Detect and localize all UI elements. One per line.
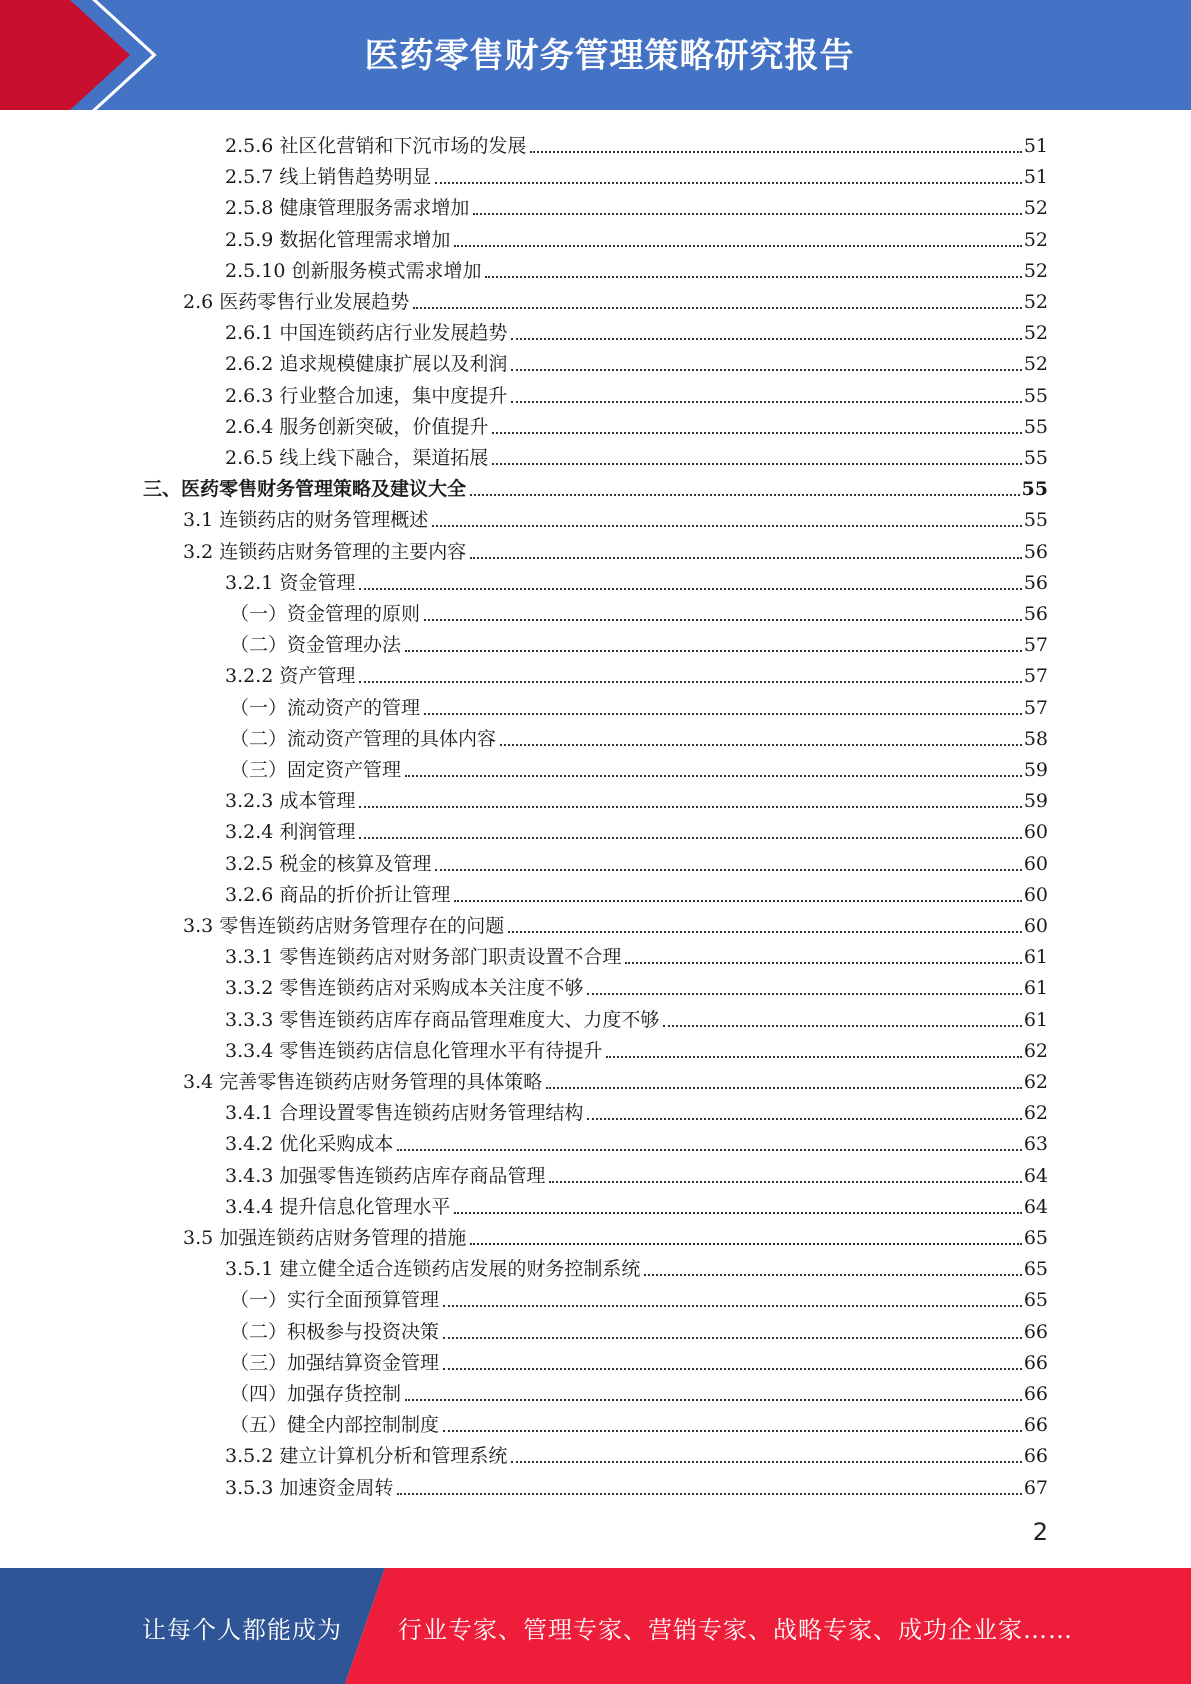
toc-dot-leader	[606, 1056, 1021, 1058]
toc-entry-page: 64	[1023, 1195, 1048, 1218]
toc-entry-page: 65	[1023, 1289, 1048, 1312]
toc-dot-leader	[397, 1149, 1021, 1151]
toc-entry-title: 3.2.2 资产管理	[225, 665, 356, 688]
toc-entry[interactable]	[225, 221, 1048, 252]
toc-entry[interactable]	[183, 501, 1048, 532]
toc-entry-page: 52	[1023, 291, 1048, 313]
toc-entry-page: 56	[1023, 603, 1048, 625]
toc-entry-title: （四）加强存货控制	[230, 1383, 402, 1405]
toc-entry[interactable]	[225, 252, 1048, 283]
toc-entry[interactable]	[230, 751, 1048, 782]
toc-entry-page: 55	[1023, 384, 1048, 407]
page-header	[0, 0, 1191, 110]
toc-entry-page: 57	[1023, 696, 1048, 719]
page-number: 2	[1032, 1518, 1048, 1546]
toc-entry-title: 3.1 连锁药店的财务管理概述	[183, 509, 429, 532]
toc-entry[interactable]	[183, 1063, 1048, 1094]
toc-entry-title: 3.4.2 优化采购成本	[225, 1133, 394, 1156]
toc-entry-title: 2.5.8 健康管理服务需求增加	[225, 197, 470, 220]
toc-entry-title: （二）资金管理办法	[230, 634, 402, 657]
toc-entry[interactable]	[230, 1344, 1048, 1375]
toc-entry-title: 3.3.1 零售连锁药店对财务部门职责设置不合理	[225, 946, 622, 969]
toc-dot-leader	[443, 1368, 1022, 1370]
toc-dot-leader	[359, 806, 1021, 808]
toc-entry-title: 2.6 医药零售行业发展趋势	[183, 291, 410, 313]
toc-entry[interactable]	[225, 845, 1048, 876]
toc-entry-title: 2.5.7 线上销售趋势明显	[225, 166, 432, 189]
toc-dot-leader	[470, 494, 1020, 496]
toc-entry[interactable]	[230, 1281, 1048, 1312]
toc-entry[interactable]	[183, 1219, 1048, 1250]
toc-entry-title: 2.6.1 中国连锁药店行业发展趋势	[225, 322, 508, 345]
toc-entry-title: 2.6.2 追求规模健康扩展以及利润	[225, 353, 508, 376]
toc-entry-page: 61	[1023, 1008, 1048, 1031]
toc-dot-leader	[424, 713, 1022, 715]
toc-entry-title: 3.3 零售连锁药店财务管理存在的问题	[183, 915, 505, 937]
toc-entry[interactable]	[183, 283, 1048, 314]
toc-entry-page: 60	[1023, 852, 1048, 875]
toc-dot-leader	[492, 463, 1021, 465]
toc-dot-leader	[473, 213, 1021, 215]
toc-dot-leader	[432, 525, 1022, 527]
toc-entry-page: 60	[1023, 915, 1048, 937]
toc-entry[interactable]	[230, 689, 1048, 720]
toc-entry-title: （一）实行全面预算管理	[230, 1289, 440, 1312]
toc-entry[interactable]	[225, 377, 1048, 408]
toc-entry-page: 52	[1023, 259, 1048, 282]
toc-entry[interactable]	[225, 439, 1048, 470]
toc-entry-page: 65	[1023, 1227, 1048, 1249]
toc-entry[interactable]	[225, 1001, 1048, 1032]
toc-entry[interactable]	[230, 626, 1048, 657]
toc-entry-title: （三）固定资产管理	[230, 759, 402, 781]
toc-entry-title: 2.5.10 创新服务模式需求增加	[225, 259, 482, 282]
toc-entry-title: 2.6.5 线上线下融合，渠道拓展	[225, 447, 489, 469]
toc-entry-page: 52	[1023, 353, 1048, 376]
toc-entry-title: （五）健全内部控制制度	[230, 1414, 440, 1437]
toc-entry[interactable]	[225, 408, 1048, 439]
toc-entry-page: 62	[1023, 1102, 1048, 1125]
toc-dot-leader	[443, 1430, 1022, 1432]
toc-entry-page: 67	[1023, 1476, 1048, 1499]
toc-entry-page: 62	[1023, 1071, 1048, 1093]
toc-entry[interactable]	[225, 1437, 1048, 1468]
toc-entry-title: （三）加强结算资金管理	[230, 1351, 440, 1374]
toc-entry-page: 55	[1023, 415, 1048, 438]
toc-entry-title: 3.2.3 成本管理	[225, 790, 356, 813]
toc-entry-page: 61	[1023, 977, 1048, 1000]
toc-entry-page: 58	[1023, 727, 1048, 750]
toc-entry[interactable]	[225, 564, 1048, 595]
toc-entry-title: 3.2.5 税金的核算及管理	[225, 852, 432, 875]
toc-dot-leader	[405, 1399, 1022, 1401]
toc-entry-title: 2.6.3 行业整合加速，集中度提升	[225, 384, 508, 407]
toc-entry[interactable]	[225, 127, 1048, 158]
toc-dot-leader	[359, 681, 1021, 683]
toc-entry-page: 56	[1023, 571, 1048, 594]
toc-entry-page: 60	[1023, 883, 1048, 906]
toc-entry-title: 2.6.4 服务创新突破，价值提升	[225, 415, 489, 438]
toc-entry[interactable]	[225, 1250, 1048, 1281]
footer-slogan-right: 行业专家、管理专家、营销专家、战略专家、成功企业家……	[398, 1616, 1073, 1644]
toc-dot-leader	[405, 650, 1022, 652]
toc-entry-title: 3.4.4 提升信息化管理水平	[225, 1195, 451, 1218]
toc-entry-page: 52	[1023, 322, 1048, 345]
toc-dot-leader	[443, 1305, 1022, 1307]
toc-entry-page: 60	[1023, 821, 1048, 844]
toc-dot-leader	[359, 588, 1021, 590]
toc-entry[interactable]	[225, 158, 1048, 189]
toc-entry-title: （二）流动资产管理的具体内容	[230, 727, 497, 750]
toc-entry-page: 61	[1023, 946, 1048, 969]
toc-entry-page: 63	[1023, 1133, 1048, 1156]
toc-entry-title: 3.4 完善零售连锁药店财务管理的具体策略	[183, 1071, 543, 1093]
toc-dot-leader	[424, 619, 1022, 621]
toc-entry-title: 2.5.6 社区化营销和下沉市场的发展	[225, 135, 527, 157]
toc-entry-title: 3.5.3 加速资金周转	[225, 1476, 394, 1499]
toc-entry-title: 3.3.3 零售连锁药店库存商品管理难度大、力度不够	[225, 1008, 660, 1031]
toc-entry-title: 3.2.1 资金管理	[225, 571, 356, 594]
toc-entry[interactable]	[225, 813, 1048, 844]
toc-entry[interactable]	[230, 720, 1048, 751]
toc-entry[interactable]	[230, 1375, 1048, 1406]
toc-entry-page: 55	[1023, 509, 1048, 532]
toc-entry[interactable]	[225, 314, 1048, 345]
toc-dot-leader	[625, 962, 1021, 964]
toc-entry-title: 3.3.2 零售连锁药店对采购成本关注度不够	[225, 977, 584, 1000]
toc-entry-title: 3.5 加强连锁药店财务管理的措施	[183, 1227, 467, 1249]
toc-entry-title: 3.3.4 零售连锁药店信息化管理水平有待提升	[225, 1039, 603, 1062]
toc-dot-leader	[470, 1243, 1022, 1245]
toc-entry-page: 51	[1023, 135, 1048, 157]
toc-dot-leader	[492, 432, 1021, 434]
toc-entry[interactable]	[225, 1125, 1048, 1156]
toc-entry[interactable]	[230, 1313, 1048, 1344]
toc-entry[interactable]	[225, 876, 1048, 907]
toc-entry-page: 51	[1023, 166, 1048, 189]
toc-entry-title: 3.5.2 建立计算机分析和管理系统	[225, 1445, 508, 1468]
toc-entry-title: 2.5.9 数据化管理需求增加	[225, 228, 451, 251]
toc-entry[interactable]	[225, 782, 1048, 813]
toc-dot-leader	[413, 307, 1022, 309]
toc-entry[interactable]	[225, 1094, 1048, 1125]
toc-entry-page: 66	[1023, 1320, 1048, 1343]
toc-dot-leader	[443, 1337, 1022, 1339]
toc-entry[interactable]	[230, 595, 1048, 626]
toc-dot-leader	[405, 775, 1022, 777]
toc-entry-title: （一）资金管理的原则	[230, 603, 421, 625]
toc-dot-leader	[587, 1118, 1021, 1120]
toc-entry-page: 65	[1023, 1258, 1048, 1281]
toc-entry-page: 52	[1023, 197, 1048, 220]
toc-dot-leader	[485, 276, 1021, 278]
footer-slogan-left: 让每个人都能成为	[142, 1616, 342, 1644]
toc-dot-leader	[397, 1493, 1021, 1495]
toc-entry-title: 3.5.1 建立健全适合连锁药店发展的财务控制系统	[225, 1258, 641, 1281]
toc-dot-leader	[508, 931, 1022, 933]
toc-entry-page: 66	[1023, 1351, 1048, 1374]
toc-entry-title: 3.4.1 合理设置零售连锁药店财务管理结构	[225, 1102, 584, 1125]
toc-dot-leader	[644, 1274, 1021, 1276]
toc-entry[interactable]	[225, 1157, 1048, 1188]
toc-dot-leader	[546, 1087, 1022, 1089]
toc-entry-page: 57	[1023, 665, 1048, 688]
toc-entry[interactable]	[225, 345, 1048, 376]
toc-entry[interactable]	[225, 189, 1048, 220]
report-title: 医药零售财务管理策略研究报告	[364, 36, 855, 76]
toc-entry-title: 3.2 连锁药店财务管理的主要内容	[183, 540, 467, 563]
toc-entry[interactable]	[183, 907, 1048, 938]
toc-dot-leader	[549, 1181, 1021, 1183]
toc-dot-leader	[511, 401, 1021, 403]
toc-entry-page: 55	[1023, 447, 1048, 469]
toc-entry[interactable]	[225, 938, 1048, 969]
toc-dot-leader	[587, 993, 1021, 995]
toc-entry[interactable]	[225, 1469, 1048, 1500]
toc-entry[interactable]	[143, 470, 1048, 501]
toc-entry-page: 59	[1023, 759, 1048, 781]
toc-entry-page: 66	[1023, 1445, 1048, 1468]
toc-dot-leader	[359, 837, 1021, 839]
toc-entry[interactable]	[225, 1032, 1048, 1063]
toc-entry[interactable]	[225, 1188, 1048, 1219]
toc-dot-leader	[454, 245, 1021, 247]
toc-dot-leader	[454, 1212, 1021, 1214]
toc-entry[interactable]	[230, 1406, 1048, 1437]
toc-entry[interactable]	[225, 657, 1048, 688]
toc-entry-page: 57	[1023, 634, 1048, 657]
toc-dot-leader	[663, 1025, 1021, 1027]
toc-entry-page: 56	[1023, 540, 1048, 563]
toc-entry[interactable]	[225, 969, 1048, 1000]
toc-entry-title: 3.2.6 商品的折价折让管理	[225, 883, 451, 906]
toc-entry-title: 三、医药零售财务管理策略及建议大全	[143, 478, 467, 501]
toc-entry-title: 3.2.4 利润管理	[225, 821, 356, 844]
toc-dot-leader	[470, 557, 1022, 559]
toc-dot-leader	[435, 182, 1021, 184]
toc-entry-title: （一）流动资产的管理	[230, 696, 421, 719]
toc-entry-page: 64	[1023, 1164, 1048, 1187]
toc-dot-leader	[511, 1461, 1021, 1463]
page-footer	[0, 1568, 1191, 1684]
toc-entry-page: 66	[1023, 1414, 1048, 1437]
toc-entry[interactable]	[183, 533, 1048, 564]
toc-dot-leader	[530, 151, 1021, 153]
toc-entry-page: 62	[1023, 1039, 1048, 1062]
toc-entry-title: （二）积极参与投资决策	[230, 1320, 440, 1343]
toc-dot-leader	[435, 869, 1021, 871]
toc-dot-leader	[511, 369, 1021, 371]
toc-entry-title: 3.4.3 加强零售连锁药店库存商品管理	[225, 1164, 546, 1187]
toc-dot-leader	[454, 900, 1021, 902]
toc-entry-page: 59	[1023, 790, 1048, 813]
toc-entry-page: 55	[1021, 478, 1048, 501]
toc-entry-page: 66	[1023, 1383, 1048, 1405]
toc-dot-leader	[500, 744, 1022, 746]
toc-entry-page: 52	[1023, 228, 1048, 251]
toc-dot-leader	[511, 338, 1021, 340]
